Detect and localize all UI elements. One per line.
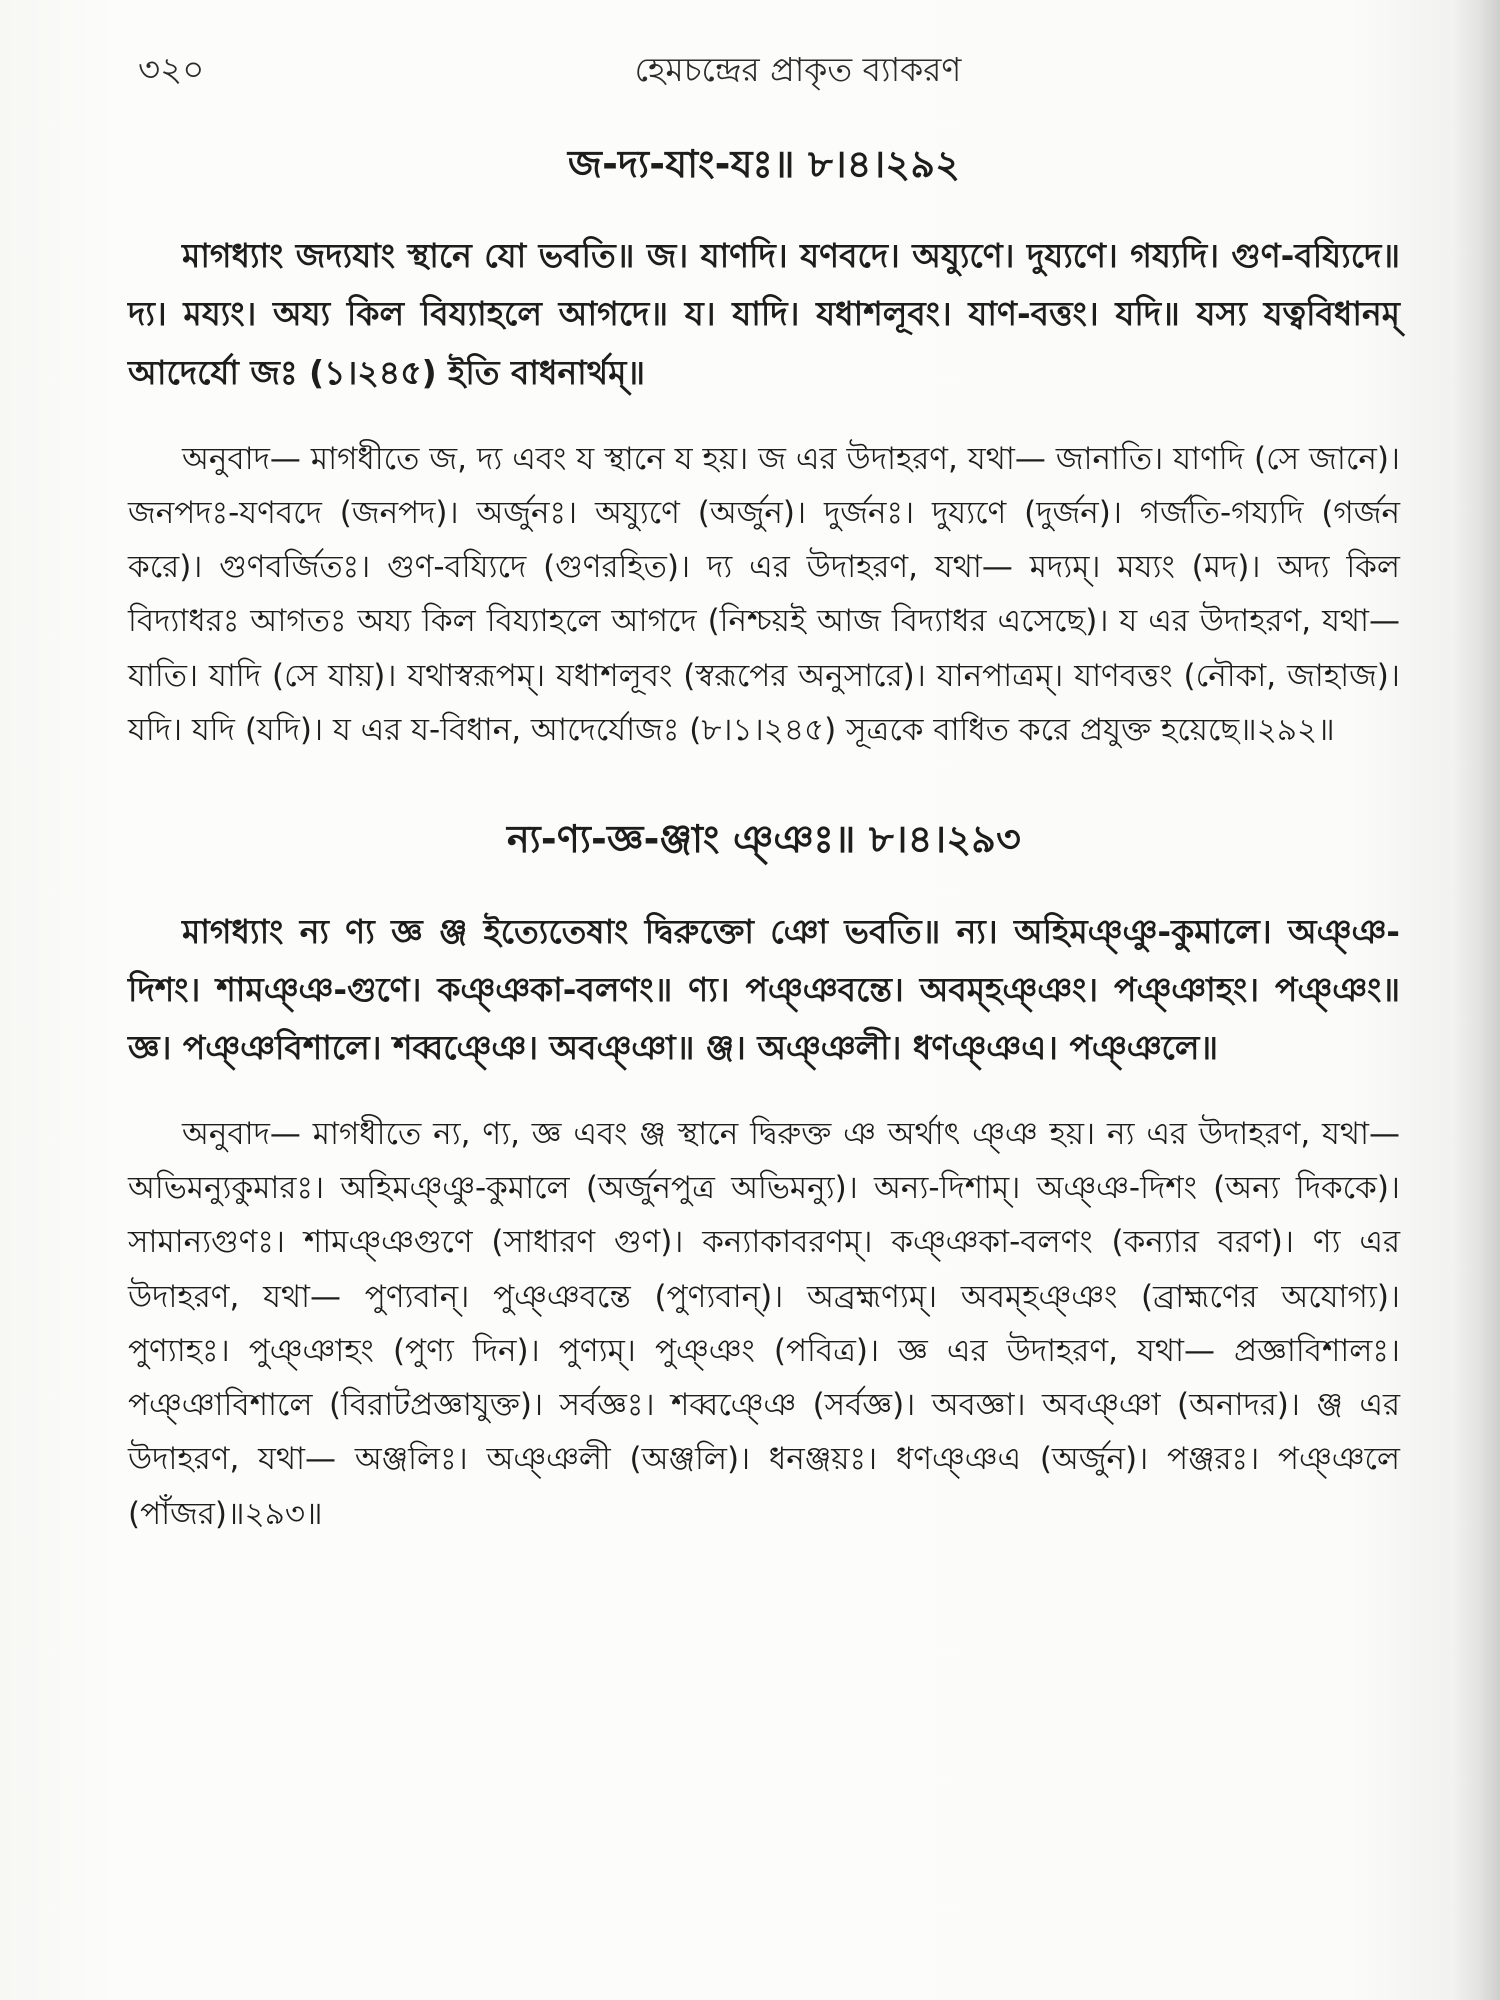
translation-label: অনুবাদ—: [182, 1115, 301, 1152]
section-spacer: [128, 757, 1400, 815]
translation-label: অনুবাদ—: [182, 440, 301, 477]
sanskrit-commentary: মাগধ্যাং ন্য ণ্য জ্ঞ ঞ্জ ইত্যেতেষাং দ্বিরুক্তো ঞো ভবতি॥ ন্য। অহিমঞ্ঞু-কুমালে। অঞ্ঞ-দিশং। শামঞ্ঞ-গুণে। কঞ্ঞকা-বলণং॥ ণ্য। পঞ্ঞবন্তে। অবম্হঞ্ঞং। পঞ্ঞাহং। পঞ্ঞং॥ জ্ঞ। পঞ্ঞবিশালে। শব্বঞ্ঞে। অবঞ্ঞা॥ ঞ্জ। অঞ্ঞলী। ধণঞ্ঞএ। পঞ্ঞলে॥: [128, 911, 1400, 1067]
sanskrit-commentary: মাগধ্যাং জদ্যযাং স্থানে যো ভবতি॥ জ। যাণদি। যণবদে। অয্যুণে। দুয্যণে। গয্যদি। গুণ-বয্যিদে॥ দ্য। ময্যং। অয্য কিল বিয্যাহলে আগদে॥ য। যাদি। যধাশলূবং। যাণ-বত্তং। যদি॥ যস্য যত্ববিধানম্ আদের্যো জঃ (১।২৪৫) ইতি বাধনার্থম্॥: [128, 236, 1400, 392]
sutra-heading: জ-দ্য-যাং-যঃ॥ ৮।৪।২৯২: [567, 142, 961, 186]
sutra-section-293: [128, 815, 1400, 1541]
sutra-heading: ন্য-ণ্য-জ্ঞ-ঞ্জাং ঞ্ঞঃ॥ ৮।৪।২৯৩: [506, 817, 1022, 862]
translation-text: মাগধীতে ন্য, ণ্য, জ্ঞ এবং ঞ্জ স্থানে দ্বিরুক্ত ঞ অর্থাৎ ঞ্ঞ হয়। ন্য এর উদাহরণ, যথা— অভিমন্যুকুমারঃ। অহিমঞ্ঞু-কুমালে (অর্জুনপুত্র অভিমন্যু)। অন্য-দিশাম্। অঞ্ঞ-দিশং (অন্য দিককে)। সামান্যগুণঃ। শামঞ্ঞগুণে (সাধারণ গুণ)। কন্যাকাবরণম্। কঞ্ঞকা-বলণং (কন্যার বরণ)। ণ্য এর উদাহরণ, যথা— পুণ্যবান্। পুঞ্ঞবন্তে (পুণ্যবান্)। অব্রহ্মণ্যম্। অবম্হঞ্ঞং (ব্রাহ্মণের অযোগ্য)। পুণ্যাহঃ। পুঞ্ঞাহং (পুণ্য দিন)। পুণ্যম্। পুঞ্ঞং (পবিত্র)। জ্ঞ এর উদাহরণ, যথা— প্রজ্ঞাবিশালঃ। পঞ্ঞাবিশালে (বিরাটপ্রজ্ঞাযুক্ত)। সর্বজ্ঞঃ। শব্বঞ্ঞে (সর্বজ্ঞ)। অবজ্ঞা। অবঞ্ঞা (অনাদর)। ঞ্জ এর উদাহরণ, যথা— অঞ্জলিঃ। অঞ্ঞলী (অঞ্জলি)। ধনঞ্জয়ঃ। ধণঞ্ঞএ (অর্জুন)। পঞ্জরঃ। পঞ্ঞলে (পাঁজর)॥২৯৩॥: [128, 1115, 1400, 1532]
bengali-translation: [128, 432, 1400, 758]
page-header: [138, 34, 1388, 104]
page-edge-shadow: [1454, 0, 1500, 2000]
page-number: ৩২০: [138, 50, 205, 90]
page-content: [128, 140, 1400, 1541]
sutra-section-292: [128, 140, 1400, 757]
translation-text: মাগধীতে জ, দ্য এবং য স্থানে য হয়। জ এর উদাহরণ, যথা— জানাতি। যাণদি (সে জানে)। জনপদঃ-যণবদে (জনপদ)। অর্জুনঃ। অয্যুণে (অর্জুন)। দুর্জনঃ। দুয্যণে (দুর্জন)। গর্জতি-গয্যদি (গর্জন করে)। গুণবর্জিতঃ। গুণ-বয্যিদে (গুণরহিত)। দ্য এর উদাহরণ, যথা— মদ্যম্। ময্যং (মদ)। অদ্য কিল বিদ্যাধরঃ আগতঃ অয্য কিল বিয্যাহলে আগদে (নিশ্চয়ই আজ বিদ্যাধর এসেছে)। য এর উদাহরণ, যথা— যাতি। যাদি (সে যায়)। যথাস্বরূপম্। যধাশলূবং (স্বরূপের অনুসারে)। যানপাত্রম্। যাণবত্তং (নৌকা, জাহাজ)। যদি। যদি (যদি)। য এর য-বিধান, আদের্যোজঃ (৮।১।২৪৫) সূত্রকে বাধিত করে প্রযুক্ত হয়েছে॥২৯২॥: [128, 440, 1400, 748]
running-title: হেমচন্দ্রের প্রাকৃত ব্যাকরণ: [634, 50, 962, 89]
bengali-translation: [128, 1107, 1400, 1541]
